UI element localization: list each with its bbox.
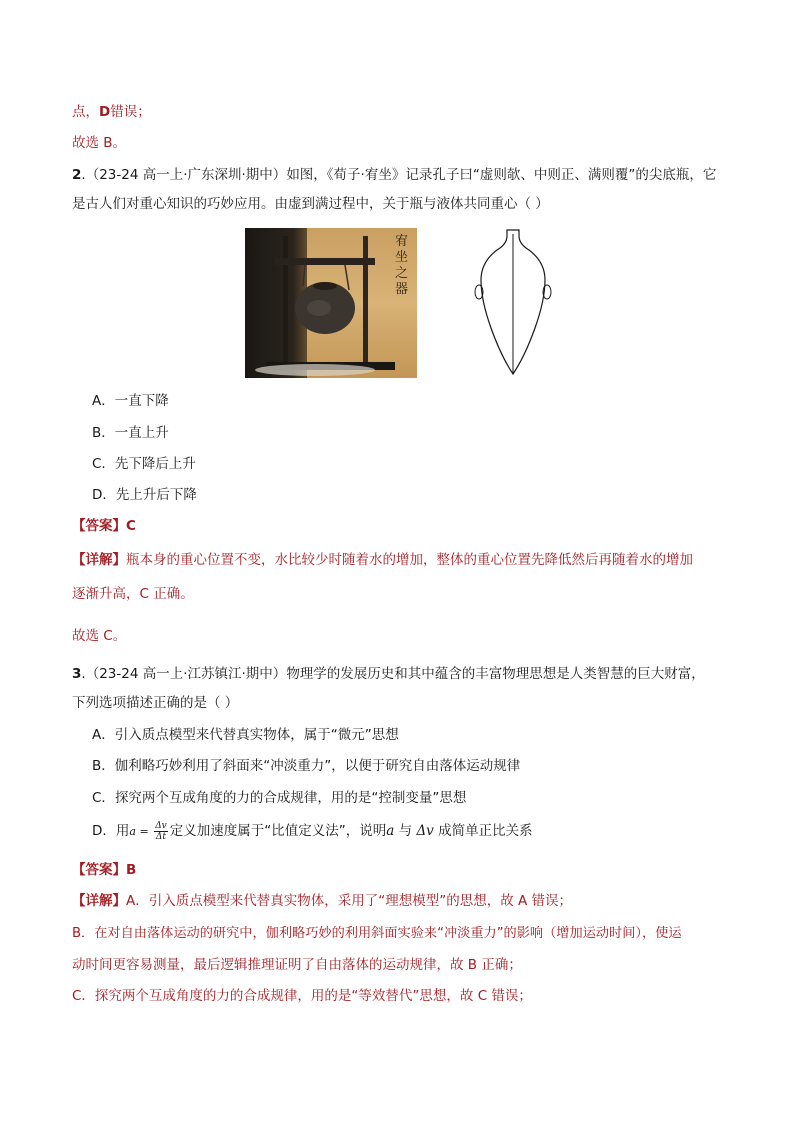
q2-option-b: B．一直上升 xyxy=(92,425,169,441)
q3-stem-line2: 下列选项描述正确的是（ ） xyxy=(72,695,239,711)
q3-detail-b-line1: B．在对自由落体运动的研究中，伽利略巧妙的利用斜面实验来“冲淡重力”的影响（增加运动时间），使运 xyxy=(72,926,682,941)
q2-number: 2 xyxy=(72,167,82,183)
vessel-photo xyxy=(245,228,417,378)
q3-option-b: B．伽利略巧妙利用了斜面来“冲淡重力”，以便于研究自由落体运动规律 xyxy=(92,758,521,774)
answer-value: B xyxy=(126,862,137,878)
q2-option-c: C．先下降后上升 xyxy=(92,456,196,472)
q2-stem-text: 如图，《荀子·宥坐》记录孔子曰“虚则欹、中则正、满则覆”的尖底瓶，它 xyxy=(286,167,717,183)
stand-post-right xyxy=(363,236,368,364)
q2-answer xyxy=(72,516,136,536)
stand-crossbar xyxy=(275,258,375,265)
q3-detail-a xyxy=(72,891,572,911)
answer-value: C xyxy=(126,518,136,534)
formula-fraction xyxy=(154,821,168,842)
q3-source: （23-24 高一上·江苏镇江·期中） xyxy=(85,666,287,682)
q3-option-d: D．用a = $\frac{\Delta v}{\Delta t}$ 定义加速度属于“比值定义法”，说明a 与 Δv 成简单正比关系 xyxy=(92,820,533,842)
q2-option-a: A．一直下降 xyxy=(92,393,169,409)
vessel-highlight xyxy=(307,300,331,316)
prev-detail-text-end: 错误； xyxy=(110,104,151,120)
prev-conclusion: 故选 B。 xyxy=(72,135,127,151)
prev-detail-tail xyxy=(72,102,151,122)
q2-detail-line2: 逐渐升高，C 正确。 xyxy=(72,586,194,602)
fraction-numerator: Δv xyxy=(155,820,167,831)
q3-option-c: C．探究两个互成角度的力的合成规律，用的是“控制变量”思想 xyxy=(92,790,467,806)
q3-detail-b-line2: 动时间更容易测量，最后逻辑推理证明了自由落体的运动规律，故 B 正确； xyxy=(72,957,522,973)
fraction-denominator: Δt xyxy=(155,831,167,842)
q3-number: 3 xyxy=(72,666,82,682)
answer-label: 【答案】 xyxy=(72,862,126,878)
chain-left xyxy=(303,265,305,286)
detail-text: A．引入质点模型来代替真实物体，采用了“理想模型”的思想，故 A 错误； xyxy=(126,893,573,909)
chain-right xyxy=(345,265,349,290)
vessel-sketch xyxy=(473,228,553,378)
q3-detail-c: C．探究两个互成角度的力的合成规律，用的是“等效替代”思想，故 C 错误； xyxy=(72,988,532,1004)
vessel-mouth xyxy=(313,282,337,290)
detail-text: 瓶本身的重心位置不变，水比较少时随着水的增加，整体的重心位置先降低然后再随着水的增加 xyxy=(126,552,693,568)
formula-a: a xyxy=(129,825,136,838)
q3-answer xyxy=(72,860,136,880)
vessel-photo-art xyxy=(245,228,417,378)
prev-detail-option: D xyxy=(99,104,111,120)
q2-stem-line1: 2.（23-24 高一上·广东深圳·期中）如图，《荀子·宥坐》记录孔子曰“虚则欹、中则正、满则覆”的尖底瓶，它 xyxy=(72,167,717,183)
detail-label: 【详解】 xyxy=(72,552,126,568)
q2-figure xyxy=(245,228,555,380)
q2-source: （23-24 高一上·广东深圳·期中） xyxy=(85,167,287,183)
q2-detail-line1 xyxy=(72,550,693,570)
q2-stem-line2: 是古人们对重心知识的巧妙应用。由虚到满过程中，关于瓶与液体共同重心（ ） xyxy=(72,196,549,212)
q3-stem-text: 物理学的发展历史和其中蕴含的丰富物理思想是人类智慧的巨大财富， xyxy=(286,666,705,682)
prev-detail-text: 点， xyxy=(72,104,99,120)
q2-conclusion: 故选 C。 xyxy=(72,628,127,644)
board-inscription: 宥坐之器 xyxy=(395,234,409,297)
q3-stem-line1: 3.（23-24 高一上·江苏镇江·期中）物理学的发展历史和其中蕴含的丰富物理思想是人类智慧的巨大财富， xyxy=(72,666,705,682)
base-shadow xyxy=(255,364,375,376)
q3-option-a: A．引入质点模型来代替真实物体，属于“微元”思想 xyxy=(92,727,399,743)
detail-label: 【详解】 xyxy=(72,893,126,909)
stand-post-left xyxy=(283,236,288,364)
q2-option-d: D．先上升后下降 xyxy=(92,487,197,503)
answer-label: 【答案】 xyxy=(72,518,126,534)
